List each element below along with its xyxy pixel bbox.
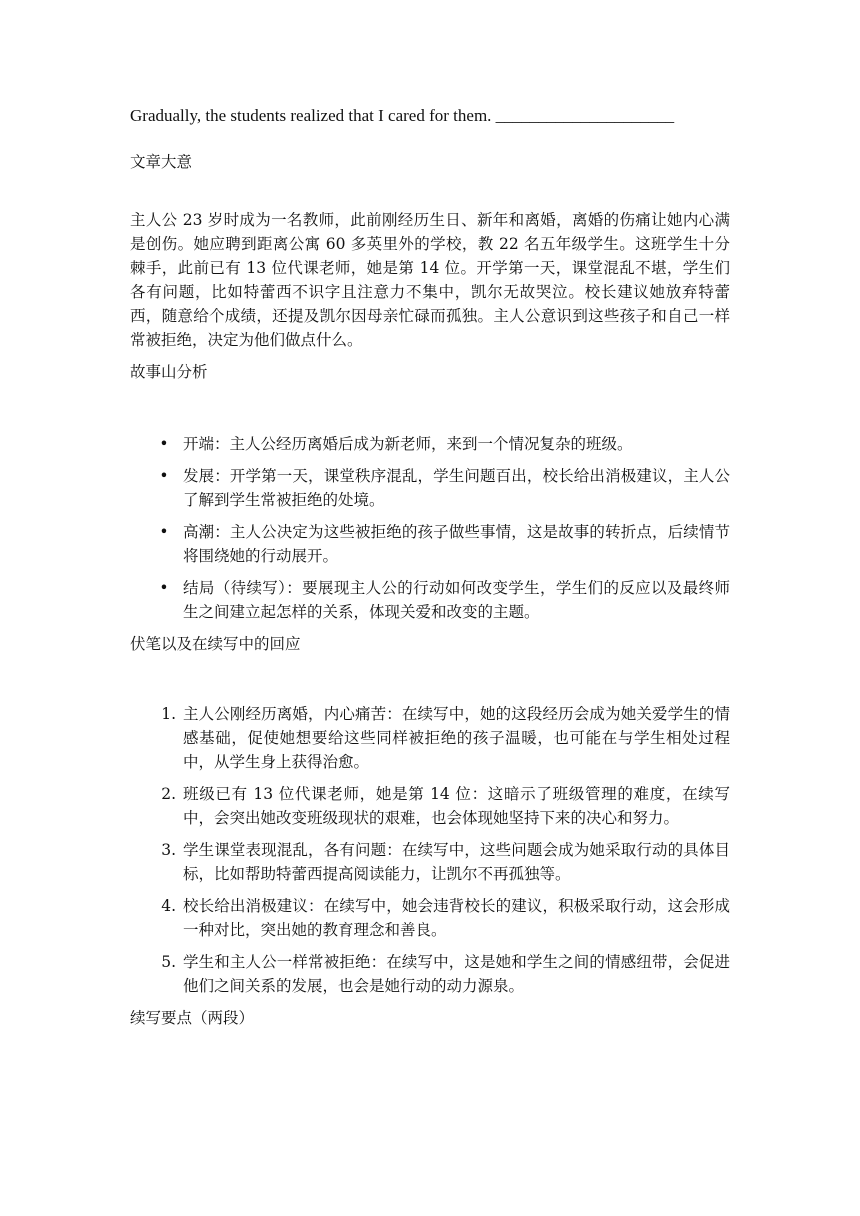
list-number: 5. — [161, 953, 176, 971]
bullet-icon: • — [159, 435, 169, 453]
list-item — [130, 576, 730, 624]
document-content — [130, 104, 730, 1030]
list-item-text: 学生课堂表现混乱，各有问题：在续写中，这些问题会成为她采取行动的具体目标，比如帮助特蕾西提高阅读能力，让凯尔不再孤独等。 — [183, 841, 730, 883]
list-item — [130, 702, 730, 774]
heading-foreshadowing: 伏笔以及在续写中的回应 — [130, 635, 301, 653]
list-item-text: 校长给出消极建议：在续写中，她会违背校长的建议，积极采取行动，这会形成一种对比，突出她的教育理念和善良。 — [183, 897, 730, 939]
list-number: 2. — [161, 785, 176, 803]
list-item-text: 发展：开学第一天，课堂秩序混乱，学生问题百出，校长给出消极建议，主人公了解到学生常被拒绝的处境。 — [183, 467, 730, 509]
list-number: 3. — [161, 841, 176, 859]
list-number: 4. — [161, 897, 176, 915]
heading-story-mountain: 故事山分析 — [130, 363, 208, 381]
foreshadowing-list — [130, 702, 730, 998]
list-item — [130, 950, 730, 998]
bullet-icon: • — [159, 467, 169, 485]
list-item — [130, 838, 730, 886]
bullet-icon: • — [159, 579, 169, 597]
heading-writing-points: 续写要点（两段） — [130, 1009, 255, 1027]
list-item-text: 结局（待续写）：要展现主人公的行动如何改变学生，学生们的反应以及最终师生之间建立起怎样的关系，体现关爱和改变的主题。 — [183, 579, 730, 621]
list-item — [130, 464, 730, 512]
summary-paragraph: 主人公 23 岁时成为一名教师，此前刚经历生日、新年和离婚，离婚的伤痛让她内心满是创伤。她应聘到距离公寓 60 多英里外的学校，教 22 名五年级学生。这班学生十分棘手，此前已有 13 位代课老师，她是第 14 位。开学第一天，课堂混乱不堪，学生们各有问题，比如特蕾西不识字且注意力不集中，凯尔无故哭泣。校长建议她放弃特蕾西，随意给个成绩，还提及凯尔因母亲忙碌而孤独。主人公意识到这些孩子和自己一样常被拒绝，决定为他们做点什么。 — [130, 211, 730, 349]
list-item — [130, 894, 730, 942]
story-mountain-list — [130, 432, 730, 624]
heading-summary: 文章大意 — [130, 153, 193, 171]
list-item-text: 高潮：主人公决定为这些被拒绝的孩子做些事情，这是故事的转折点，后续情节将围绕她的行动展开。 — [183, 523, 730, 565]
list-item-text: 主人公刚经历离婚，内心痛苦：在续写中，她的这段经历会成为她关爱学生的情感基础，促使她想要给这些同样被拒绝的孩子温暖，也可能在与学生相处过程中，从学生身上获得治愈。 — [183, 705, 730, 771]
list-number: 1. — [161, 705, 176, 723]
list-item-text: 学生和主人公一样常被拒绝：在续写中，这是她和学生之间的情感纽带，会促进他们之间关系的发展，也会是她行动的动力源泉。 — [183, 953, 730, 995]
list-item — [130, 520, 730, 568]
list-item-text: 开端：主人公经历离婚后成为新老师，来到一个情况复杂的班级。 — [183, 435, 633, 453]
bullet-icon: • — [159, 523, 169, 541]
list-item-text: 班级已有 13 位代课老师，她是第 14 位：这暗示了班级管理的难度，在续写中，会突出她改变班级现状的艰难，也会体现她坚持下来的决心和努力。 — [183, 785, 730, 827]
list-item — [130, 432, 730, 456]
opening-sentence: Gradually, the students realized that I cared for them. _____________________ — [130, 106, 675, 125]
list-item — [130, 782, 730, 830]
